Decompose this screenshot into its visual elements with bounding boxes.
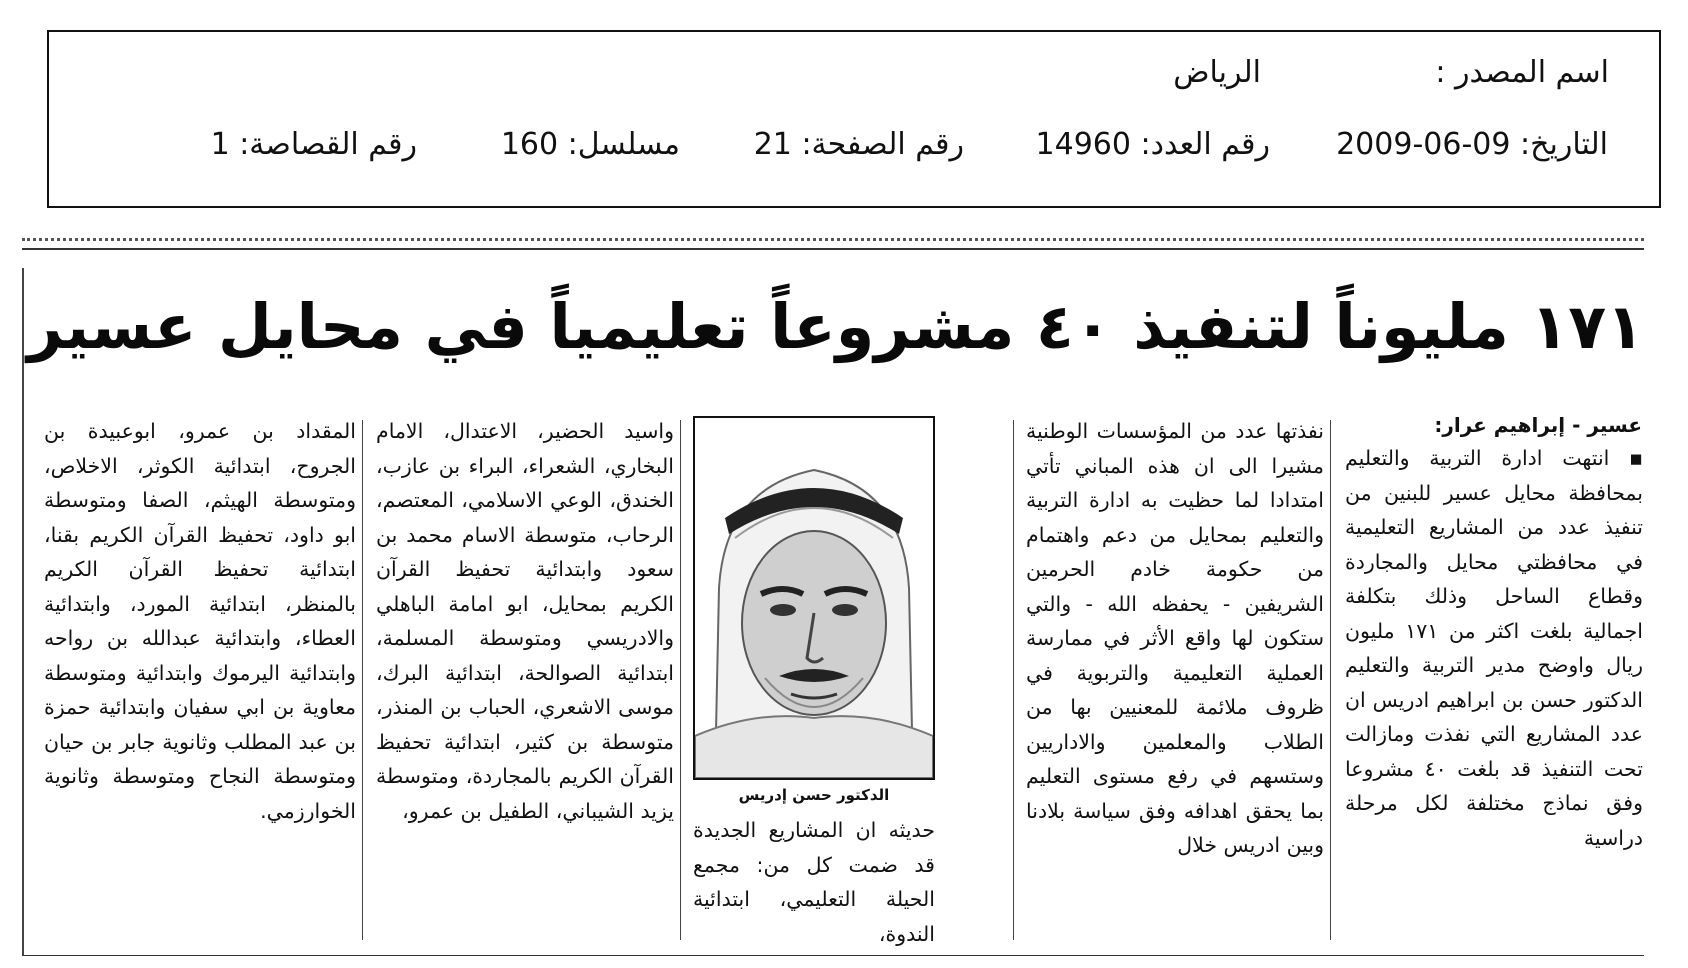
source-label: اسم المصدر : — [1435, 55, 1609, 90]
clip-number: رقم القصاصة: 1 — [210, 127, 417, 162]
column-separator — [1330, 420, 1331, 940]
column-4-text: واسيد الحضير، الاعتدال، الامام البخاري، الشعراء، البراء بن عازب، الخندق، الوعي الاسلامي، المعتصم، الرحاب، متوسطة الاسام محمد بن سعود وابتدائية تحفيظ القرآن الكريم بمحايل، ابو امامة الباهلي والادريسي ومتوسطة المسلمة، ابتدائية الصوالحة، ابتدائية البرك، موسى الاشعري، الحباب بن المنذر، متوسطة بن كثير، ابتدائية تحفيظ القرآن الكريم بالمجاردة، ومتوسطة يزيد الشيباني، الطفيل بن عمرو، — [376, 419, 674, 823]
portrait-photo — [693, 416, 935, 780]
article-column-5 — [44, 414, 356, 951]
page-number: رقم الصفحة: 21 — [753, 127, 964, 162]
photo-caption: الدكتور حسن إدريس — [738, 786, 890, 804]
date-field: التاريخ: 09-06-2009 — [1336, 127, 1608, 162]
issue-number: رقم العدد: 14960 — [1035, 127, 1270, 162]
byline: عسير - إبراهيم عرار: — [1434, 413, 1642, 437]
portrait-image — [695, 418, 933, 778]
headline: ١٧١ مليوناً لتنفيذ ٤٠ مشروعاً تعليمياً في محايل عسير — [27, 290, 1644, 363]
column-5-text: المقداد بن عمرو، ابوعبيدة بن الجروح، ابتدائية الكوثر، الاخلاص، ومتوسطة الهيثم، الصفا ومتوسطة ابو داود، تحفيظ القرآن الكريم بقنا، ابتدائية تحفيظ القرآن الكريم بالمنظر، ابتدائية المورد، وابتدائية العطاء، وابتدائية عبدالله بن رواحه وابتدائية اليرموك وابتدائية ومتوسطة معاوية بن ابي سفيان وابتدائية حمزة بن عبد المطلب وثانوية جابر بن حيان ومتوسطة النجاح ومتوسطة وثانوية الخوارزمي. — [44, 419, 356, 823]
column-3-text: حديثه ان المشاريع الجديدة قد ضمت كل من: مجمع الحيلة التعليمي، ابتدائية الندوة، — [693, 818, 935, 946]
top-rule — [22, 248, 1644, 250]
left-border-line — [22, 268, 24, 956]
source-value: الرياض — [1173, 55, 1261, 90]
article-column-2 — [1026, 414, 1324, 951]
column-1-text: ▪ انتهت ادارة التربية والتعليم بمحافظة محايل عسير للبنين من تنفيذ عدد من المشاريع التعليمية في محافظتي محايل والمجاردة وقطاع الساحل وذلك بتكلفة اجمالية بلغت اكثر من ١٧١ مليون ريال واوضح مدير التربية والتعليم الدكتور حسن بن ابراهيم ادريس ان عدد المشاريع التي نفذت ومازالت تحت التنفيذ قد بلغت ٤٠ مشروعا وفق نماذج مختلفة لكل مرحلة دراسية — [1345, 446, 1643, 850]
top-dotted-rule — [22, 238, 1644, 241]
article-column-3 — [693, 813, 935, 951]
column-separator — [362, 420, 363, 940]
article-column-1 — [1345, 441, 1643, 951]
article-column-4 — [376, 414, 674, 951]
column-2-text: نفذتها عدد من المؤسسات الوطنية مشيرا الى ان هذه المباني تأتي امتدادا لما حظيت به ادارة التربية والتعليم بمحايل من دعم واهتمام من حكومة خادم الحرمين الشريفين - يحفظه الله - والتي ستكون لها واقع الأثر في ممارسة العملية التعليمية والتربوية في ظروف ملائمة للمعنيين بها من الطلاب والمعلمين والاداريين وستسهم في رفع مستوى التعليم بما يحقق اهدافه وفق سياسة بلادنا وبين ادريس خلال — [1026, 419, 1324, 857]
source-info-box — [47, 30, 1661, 208]
bottom-rule — [22, 955, 1644, 956]
column-separator — [1013, 420, 1014, 940]
serial-number: مسلسل: 160 — [500, 127, 680, 162]
column-separator — [680, 420, 681, 940]
